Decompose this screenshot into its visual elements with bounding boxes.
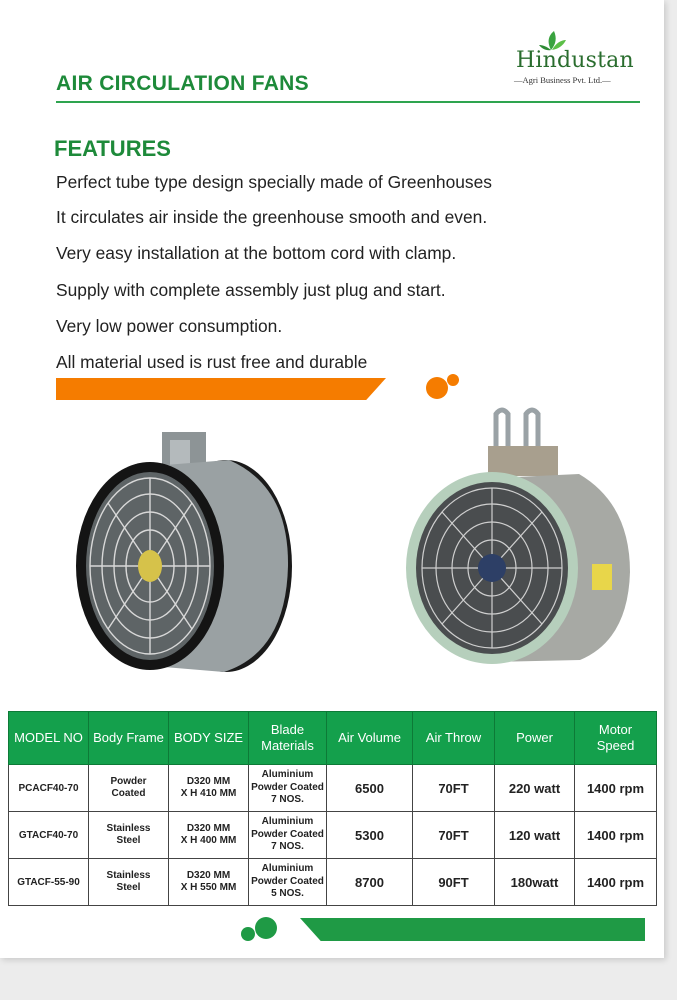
features-heading: FEATURES — [54, 136, 171, 161]
body-frame-cell: Powder Coated — [89, 765, 169, 812]
model-no-cell: PCACF40-70 — [9, 765, 89, 812]
air-throw-cell: 70FT — [413, 812, 495, 859]
column-header: Body Frame — [89, 712, 169, 765]
column-header: Air Throw — [413, 712, 495, 765]
air-throw-cell: 90FT — [413, 859, 495, 906]
power-cell: 220 watt — [495, 765, 575, 812]
air-throw-cell: 70FT — [413, 765, 495, 812]
feature-item: Very low power consumption. — [56, 316, 283, 336]
brand-tagline: —Agri Business Pvt. Ltd.— — [514, 75, 611, 85]
table-row — [9, 812, 657, 859]
feature-item: All material used is rust free and durable — [56, 352, 368, 372]
body-size-cell: D320 MM X H 550 MM — [169, 859, 249, 906]
column-header: BODY SIZE — [169, 712, 249, 765]
green-dots-decoration — [238, 914, 284, 946]
table-header-row — [9, 712, 657, 765]
feature-item: Perfect tube type design specially made of Greenhouses — [56, 172, 492, 192]
table-row — [9, 765, 657, 812]
body-size-cell: D320 MM X H 400 MM — [169, 812, 249, 859]
brand-name: Hindustan — [516, 48, 634, 73]
column-header: MODEL NO — [9, 712, 89, 765]
motor-speed-cell: 1400 rpm — [575, 859, 657, 906]
motor-speed-cell: 1400 rpm — [575, 765, 657, 812]
orange-accent-bar — [56, 378, 386, 400]
column-header: Air Volume — [327, 712, 413, 765]
stainless-steel-fan-image — [404, 404, 636, 672]
feature-item: It circulates air inside the greenhouse smooth and even. — [56, 207, 488, 227]
title-divider — [56, 101, 640, 103]
motor-speed-cell: 1400 rpm — [575, 812, 657, 859]
model-no-cell: GTACF40-70 — [9, 812, 89, 859]
feature-item: Supply with complete assembly just plug and start. — [56, 280, 446, 300]
column-header: Power — [495, 712, 575, 765]
air-volume-cell: 8700 — [327, 859, 413, 906]
fan-specification-table — [8, 711, 657, 906]
green-accent-bar — [300, 918, 645, 941]
column-header: Blade Materials — [249, 712, 327, 765]
orange-dots-decoration — [424, 372, 468, 402]
power-cell: 180watt — [495, 859, 575, 906]
body-frame-cell: Stainless Steel — [89, 812, 169, 859]
body-size-cell: D320 MM X H 410 MM — [169, 765, 249, 812]
air-volume-cell: 6500 — [327, 765, 413, 812]
feature-item: Very easy installation at the bottom cord with clamp. — [56, 243, 457, 263]
air-volume-cell: 5300 — [327, 812, 413, 859]
blade-materials-cell: Aluminium Powder Coated 7 NOS. — [249, 765, 327, 812]
brand-logo — [510, 24, 640, 86]
blade-materials-cell: Aluminium Powder Coated 5 NOS. — [249, 859, 327, 906]
blade-materials-cell: Aluminium Powder Coated 7 NOS. — [249, 812, 327, 859]
table-row — [9, 859, 657, 906]
page-title: AIR CIRCULATION FANS — [56, 72, 309, 95]
powder-coated-fan-image — [74, 426, 300, 676]
body-frame-cell: Stainless Steel — [89, 859, 169, 906]
power-cell: 120 watt — [495, 812, 575, 859]
model-no-cell: GTACF-55-90 — [9, 859, 89, 906]
column-header: Motor Speed — [575, 712, 657, 765]
